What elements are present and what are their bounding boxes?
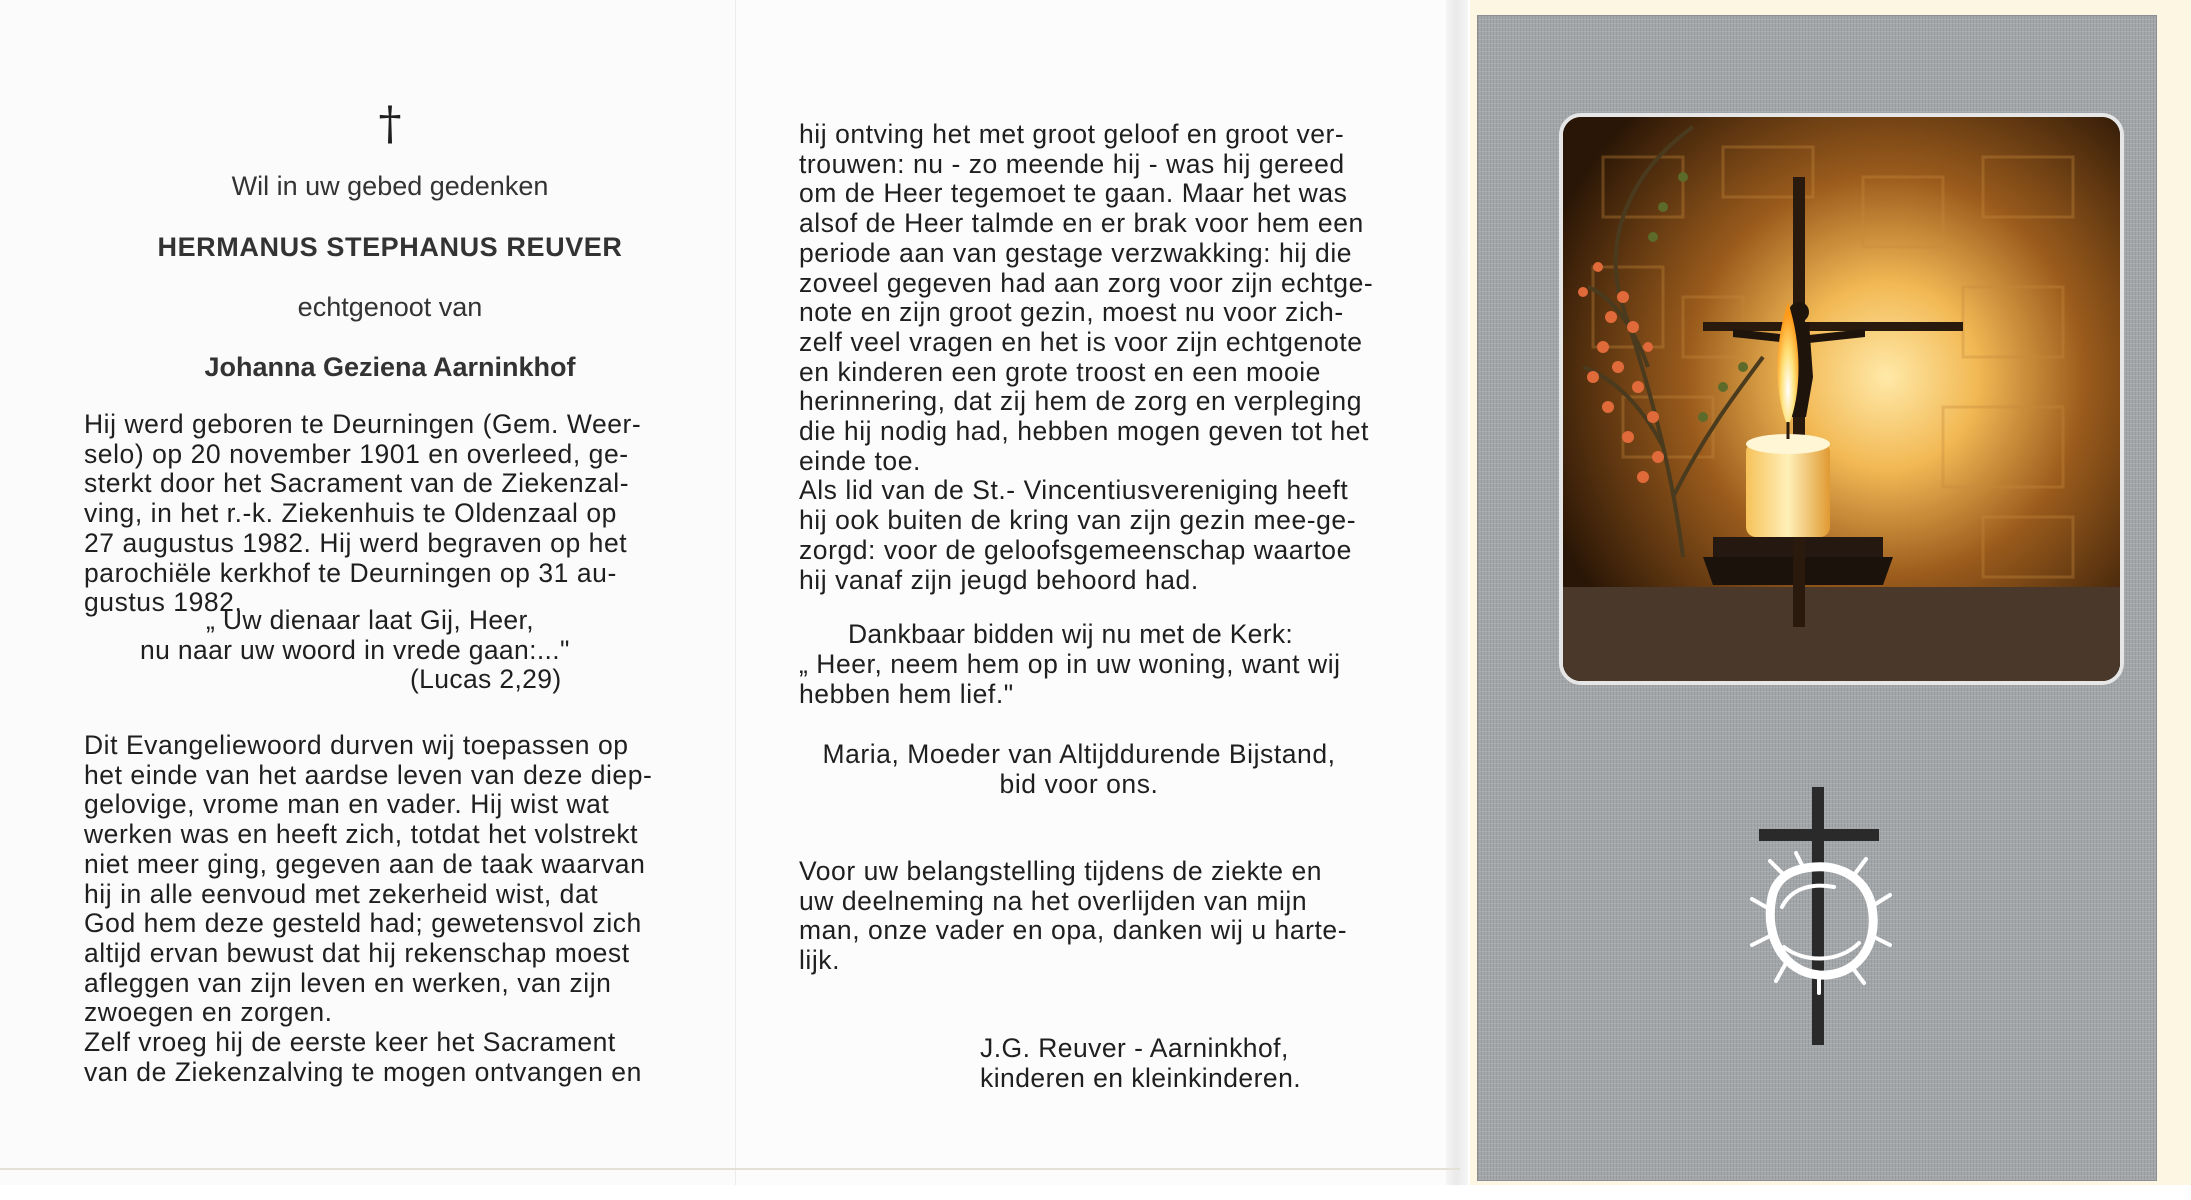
text-line: einde toe. — [799, 445, 921, 476]
thanks-paragraph — [799, 857, 1347, 976]
text-line: afleggen van zijn leven en werken, van zijn — [84, 967, 612, 998]
reflection-paragraph — [84, 731, 652, 1087]
text-line: hij in alle eenvoud met zekerheid wist, dat — [84, 878, 599, 909]
remembrance-heading: Wil in uw gebed gedenken — [231, 171, 549, 201]
text-line: gustus 1982. — [84, 587, 243, 618]
text-line: man, onze vader en opa, danken wij u harte- — [799, 915, 1348, 946]
quote-line: „ Uw dienaar laat Gij, Heer, — [206, 605, 534, 635]
text-line: altijd ervan bewust dat hij rekenschap moest — [84, 937, 630, 968]
text-line: hebben hem lief." — [799, 678, 1014, 709]
quote-line: nu naar uw woord in vrede gaan:..." — [140, 634, 570, 665]
life-paragraph — [799, 120, 1373, 595]
text-line: parochiële kerkhof te Deurningen op 31 au- — [84, 557, 617, 588]
scripture-quote — [140, 606, 570, 695]
text-line: zwoegen en zorgen. — [84, 997, 333, 1028]
text-line: selo) op 20 november 1901 en overleed, ge- — [84, 438, 629, 469]
text-line: lijk. — [799, 945, 841, 976]
quote-reference: (Lucas 2,29) — [410, 664, 562, 695]
prayer-text — [799, 650, 1341, 709]
text-line: zoveel gegeven had aan zorg voor zijn echtge- — [799, 267, 1374, 298]
text-line: werken was en heeft zich, totdat het volstrekt — [84, 819, 639, 850]
photo-illustration — [1563, 117, 2120, 681]
text-line: bid voor ons. — [999, 768, 1159, 799]
text-line: God hem deze gesteld had; gewetensvol zich — [84, 908, 642, 939]
text-line: het einde van het aardse leven van deze diep- — [84, 759, 653, 790]
cover-card — [1477, 15, 2157, 1181]
marian-invocation — [799, 740, 1359, 799]
text-line: „ Heer, neem hem op in uw woning, want wij — [799, 649, 1341, 679]
text-line: herinnering, dat zij hem de zorg en verpleging — [799, 386, 1362, 417]
left-page — [0, 0, 735, 1185]
text-line: 27 augustus 1982. Hij werd begraven op het — [84, 527, 628, 558]
text-line: Voor uw belangstelling tijdens de ziekte en — [799, 856, 1323, 886]
cross-symbol: † — [378, 96, 402, 150]
text-line: alsof de Heer talmde en er brak voor hem een — [799, 208, 1364, 239]
text-line: uw deelneming na het overlijden van mijn — [799, 885, 1308, 916]
text-line: note en zijn groot gezin, moest nu voor zich- — [799, 297, 1344, 328]
text-line: en kinderen een grote troost en een mooie — [799, 356, 1321, 387]
text-line: Als lid van de St.- Vincentiusvereniging heeft — [799, 475, 1349, 506]
biography-paragraph — [84, 410, 641, 618]
family-signature — [980, 1034, 1400, 1093]
text-line: hij ontving het met groot geloof en groot ver- — [799, 119, 1345, 149]
prayer-intro: Dankbaar bidden wij nu met de Kerk: — [848, 619, 1294, 649]
card-bottom-edge — [0, 1168, 1460, 1170]
text-line: hij vanaf zijn jeugd behoord had. — [799, 564, 1199, 595]
cross-crown-of-thorns-icon — [1744, 787, 1894, 1047]
text-line: zorgd: voor de geloofsgemeenschap waartoe — [799, 534, 1352, 565]
text-line: om de Heer tegemoet te gaan. Maar het was — [799, 178, 1348, 209]
text-line: trouwen: nu - zo meende hij - was hij gereed — [799, 148, 1345, 179]
text-line: van de Ziekenzalving te mogen ontvangen en — [84, 1056, 642, 1087]
text-line: die hij nodig had, hebben mogen geven tot het — [799, 416, 1369, 447]
card-fold — [1446, 0, 1468, 1185]
text-line: Maria, Moeder van Altijddurende Bijstand, — [822, 739, 1336, 769]
text-line: Zelf vroeg hij de eerste keer het Sacrament — [84, 1027, 616, 1058]
text-line: gelovige, vrome man en vader. Hij wist wat — [84, 789, 610, 820]
spouse-relation: echtgenoot van — [297, 292, 483, 322]
text-line: Hij werd geboren te Deurningen (Gem. Weer- — [84, 409, 642, 439]
text-line: periode aan van gestage verzwakking: hij die — [799, 237, 1353, 268]
spouse-name: Johanna Geziena Aarninkhof — [204, 352, 576, 382]
text-line: ving, in het r.-k. Ziekenhuis te Oldenzaal op — [84, 498, 617, 529]
deceased-name: HERMANUS STEPHANUS REUVER — [157, 232, 623, 262]
text-line: zelf veel vragen en het is voor zijn echtgenote — [799, 326, 1363, 357]
text-line: sterkt door het Sacrament van de Ziekenzal- — [84, 468, 630, 499]
text-line: hij ook buiten de kring van zijn gezin mee-ge- — [799, 505, 1357, 536]
text-line: niet meer ging, gegeven aan de taak waarvan — [84, 848, 646, 879]
candle-crucifix-photo — [1559, 113, 2124, 685]
text-line: kinderen en kleinkinderen. — [980, 1062, 1302, 1093]
text-line: Dit Evangeliewoord durven wij toepassen op — [84, 730, 629, 760]
text-line: J.G. Reuver - Aarninkhof, — [980, 1033, 1289, 1063]
